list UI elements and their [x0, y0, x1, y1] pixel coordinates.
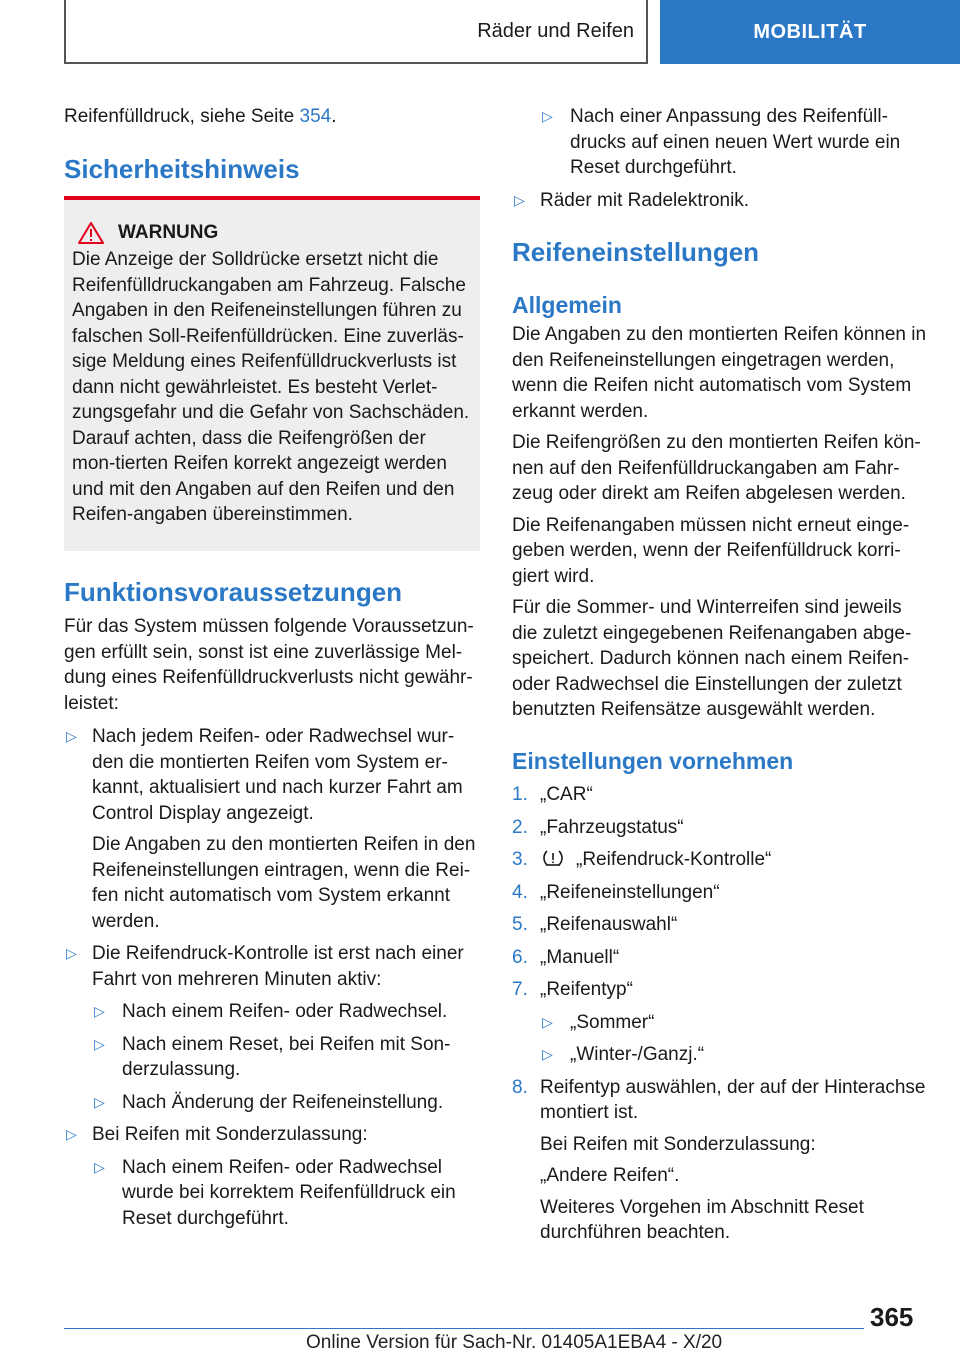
step-number: 7. — [512, 979, 528, 1000]
step-extra-text: Weiteres Vorgehen im Abschnitt Reset durchführen beachten. — [540, 1196, 864, 1243]
section-title: Räder und Reifen — [477, 19, 634, 42]
intro-end: . — [331, 106, 337, 127]
triangle-right-icon: ▷ — [66, 728, 77, 744]
sub-list — [92, 999, 480, 1115]
warning-header — [72, 220, 472, 245]
sub-list — [512, 104, 928, 181]
sub-list-item — [92, 1090, 480, 1116]
general-paragraph: Die Reifengrößen zu den montierten Reifen kön-nen auf den Reifenfülldruckangaben am Fahr-zeug oder direkt am Reifen abgelesen werden. — [512, 432, 921, 504]
step-text: „Reifeneinstellungen“ — [540, 881, 720, 903]
bullet-extra-text: Die Angaben zu den montierten Reifen in den Reifeneinstellungen eintragen, wenn die Rei-fen nicht automatisch vom System erkannt werden. — [92, 834, 476, 932]
step-number: 2. — [512, 816, 528, 838]
step-number: 4. — [512, 881, 528, 903]
settings-heading: Reifeneinstellungen — [512, 237, 760, 267]
step-number: 1. — [512, 784, 528, 805]
step-item — [512, 945, 928, 971]
step-item — [512, 1075, 928, 1246]
sub-list-item — [540, 1042, 928, 1068]
step-text: „Manuell“ — [540, 946, 620, 968]
make-settings-heading: Einstellungen vornehmen — [512, 748, 794, 774]
sub-bullet-text: Nach einer Anpassung des Reifenfüll-drucks auf einen neuen Wert wurde ein Reset durchgeführt. — [570, 106, 901, 178]
triangle-right-icon: ▷ — [542, 1046, 553, 1062]
general-heading: Allgemein — [512, 292, 622, 318]
sub-bullet-text: Nach einem Reifen- oder Radwechsel. — [122, 1001, 448, 1022]
general-paragraph: Die Angaben zu den montierten Reifen können in den Reifeneinstellungen eingetragen werden, wenn die Reifen nicht automatisch vom System erkannt werden. — [512, 324, 927, 422]
step-text-with-icon — [540, 847, 928, 873]
bullet-text: Die Reifendruck-Kontrolle ist erst nach einer Fahrt von mehreren Minuten aktiv: — [92, 943, 464, 990]
step-text: „Reifendruck-Kontrolle“ — [576, 849, 772, 870]
safety-heading: Sicherheitshinweis — [64, 154, 300, 184]
footer-online-version: Online Version für Sach-Nr. 01405A1EBA4 - X/20 — [306, 1332, 723, 1353]
intro-text: Reifenfülldruck, siehe Seite — [64, 106, 300, 127]
step-text: „Fahrzeugstatus“ — [540, 816, 684, 838]
general-paragraph: Die Reifenangaben müssen nicht erneut einge-geben werden, wenn der Reifenfülldruck korri-giert wird. — [512, 514, 910, 587]
step-number: 3. — [512, 849, 528, 870]
triangle-right-icon: ▷ — [94, 1003, 105, 1019]
tire-pressure-icon — [542, 848, 564, 868]
step-extra-text: Bei Reifen mit Sonderzulassung: — [540, 1133, 816, 1155]
sub-list — [92, 1155, 480, 1232]
page-number: 365 — [870, 1302, 914, 1332]
triangle-right-icon: ▷ — [514, 191, 525, 208]
bullet-text: Bei Reifen mit Sonderzulassung: — [92, 1124, 368, 1145]
bullet-text: Nach jedem Reifen- oder Radwechsel wur-den die montierten Reifen vom System er-kannt, aktualisiert und nach kurzer Fahrt am Control Display angezeigt. — [92, 726, 463, 824]
sub-bullet-text: Nach einem Reifen- oder Radwechsel wurde bei korrektem Reifenfülldruck ein Reset durchgeführt. — [122, 1156, 456, 1229]
triangle-right-icon: ▷ — [542, 1013, 553, 1030]
step-number: 6. — [512, 946, 528, 968]
sub-list-item — [92, 1155, 480, 1232]
list-item — [512, 188, 928, 214]
sub-bullet-text: „Sommer“ — [570, 1011, 655, 1033]
func-heading: Funktionsvoraussetzungen — [64, 577, 403, 607]
chapter-title: MOBILITÄT — [753, 20, 867, 43]
step-text: Reifentyp auswählen, der auf der Hinterachse montiert ist. — [540, 1076, 926, 1123]
step-number: 5. — [512, 914, 528, 935]
bullet-text: Räder mit Radelektronik. — [540, 189, 750, 211]
warning-text: Die Anzeige der Solldrücke ersetzt nicht die Reifenfülldruckangaben am Fahrzeug. Falsche Angaben in den Reifeneinstellungen führen zu falschen Soll-Reifenfülldrücken. Eine zuverläs-sige Meldung eines Reifenfülldruckverlusts ist dann nicht gewährleistet. Es besteht Verlet-zungsgefahr und die Gefahr von Sachschäden. Darauf achten, dass die Reifengrößen der mon-tierten Reifen korrekt angezeigt werden und mit den Angaben auf den Reifen und den Reifen-angaben übereinstimmen. — [72, 249, 470, 525]
sub-list-item — [92, 999, 480, 1025]
triangle-right-icon: ▷ — [94, 1035, 105, 1052]
page-link[interactable]: 354 — [299, 106, 332, 127]
right-top-list — [512, 104, 928, 220]
sub-bullet-text: Nach einem Reset, bei Reifen mit Son-derzulassung. — [122, 1033, 451, 1080]
step-item — [512, 815, 928, 841]
step-item — [512, 847, 928, 873]
step-text: „Reifenauswahl“ — [540, 914, 678, 935]
warning-triangle-icon — [78, 222, 104, 244]
sub-list-item — [92, 1032, 480, 1083]
list-item — [64, 724, 480, 934]
make-settings-section — [512, 746, 928, 1253]
list-item — [64, 1122, 480, 1148]
triangle-right-icon: ▷ — [94, 1093, 105, 1110]
triangle-right-icon: ▷ — [66, 1126, 77, 1142]
triangle-right-icon: ▷ — [94, 1158, 105, 1175]
step-extra-text: „Andere Reifen“. — [540, 1165, 680, 1186]
intro-paragraph — [64, 104, 480, 130]
triangle-right-icon: ▷ — [66, 945, 77, 961]
header-chapter-tab[interactable] — [660, 0, 960, 64]
triangle-right-icon: ▷ — [542, 108, 553, 124]
footer-divider — [64, 1328, 864, 1329]
step-item — [512, 880, 928, 906]
step-text: „Reifentyp“ — [540, 979, 633, 1000]
sub-list — [540, 1010, 928, 1068]
step-number: 8. — [512, 1076, 528, 1098]
step-item — [512, 912, 928, 938]
list-item — [64, 941, 480, 992]
func-section — [64, 576, 480, 1238]
warning-box — [64, 196, 480, 551]
step-text: „CAR“ — [540, 784, 593, 805]
sub-bullet-text: „Winter-/Ganzj.“ — [570, 1044, 705, 1065]
warning-label: WARNUNG — [118, 222, 219, 243]
step-item — [512, 782, 928, 808]
sub-list-item — [540, 1010, 928, 1036]
sub-list-item — [512, 104, 928, 181]
step-item — [512, 977, 928, 1003]
func-intro: Für das System müssen folgende Voraussetzun-gen erfüllt sein, sonst ist eine zuverlässige Mel-dung eines Reifenfülldruckverlusts nicht gewähr-leistet: — [64, 616, 474, 714]
header-section-title — [64, 0, 648, 64]
general-paragraph: Für die Sommer- und Winterreifen sind jeweils die zuletzt eingegebenen Reifenangaben abge-speichert. Dadurch können nach einem Reifen- oder Radwechsel die Einstellungen der zuletzt benutzten Reifensätze ausgewählt werden. — [512, 597, 912, 720]
general-section — [512, 290, 928, 723]
sub-bullet-text: Nach Änderung der Reifeneinstellung. — [122, 1091, 444, 1113]
